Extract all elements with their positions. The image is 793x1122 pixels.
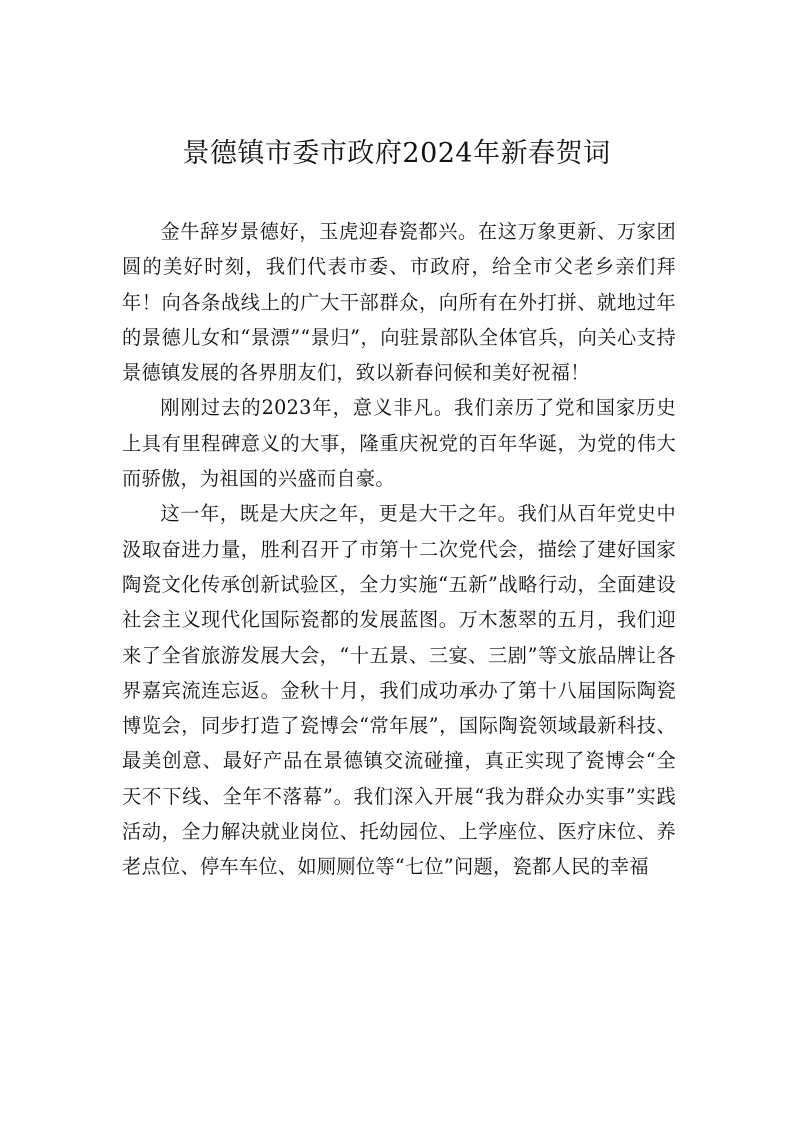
document-body: [122, 214, 676, 885]
paragraph-2: 刚刚过去的2023年，意义非凡。我们亲历了党和国家历史上具有里程碑意义的大事，隆重庆祝党的百年华诞，为党的伟大而骄傲，为祖国的兴盛而自豪。: [122, 396, 676, 491]
document-title: 景德镇市委市政府2024年新春贺词: [182, 138, 611, 169]
paragraph-3: 这一年，既是大庆之年，更是大干之年。我们从百年党史中汲取奋进力量，胜利召开了市第十二次党代会，描绘了建好国家陶瓷文化传承创新试验区，全力实施“五新”战略行动，全面建设社会主义现代化国际瓷都的发展蓝图。万木葱翠的五月，我们迎来了全省旅游发展大会，“十五景、三宴、三剧”等文旅品牌让各界嘉宾流连忘返。金秋十月，我们成功承办了第十八届国际陶瓷博览会，同步打造了瓷博会“常年展”，国际陶瓷领域最新科技、最美创意、最好产品在景德镇交流碰撞，真正实现了瓷博会“全天不下线、全年不落幕”。我们深入开展“我为群众办实事”实践活动，全力解决就业岗位、托幼园位、上学座位、医疗床位、养老点位、停车车位、如厕厕位等“七位”问题，瓷都人民的幸福: [122, 502, 676, 879]
paragraph-1: 金牛辞岁景德好，玉虎迎春瓷都兴。在这万象更新、万家团圆的美好时刻，我们代表市委、市政府，给全市父老乡亲们拜年！向各条战线上的广大干部群众，向所有在外打拼、就地过年的景德儿女和“景漂”“景归”，向驻景部队全体官兵，向关心支持景德镇发展的各界朋友们，致以新春问候和美好祝福！: [122, 220, 676, 385]
